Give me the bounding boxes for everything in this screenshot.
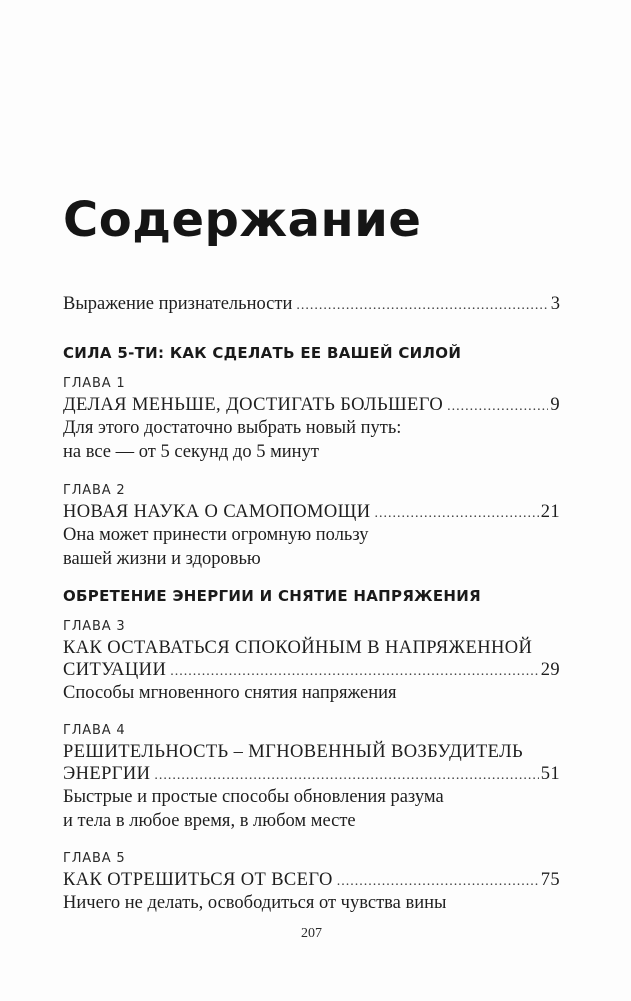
chapter-label: ГЛАВА 5: [63, 851, 126, 866]
toc-page-number: 75: [540, 870, 560, 890]
chapter-subtitle: Способы мгновенного снятия напряжения: [63, 683, 397, 703]
chapter-label: ГЛАВА 2: [63, 483, 126, 498]
toc-page-number: 21: [540, 502, 560, 522]
page-title: Содержание: [63, 192, 422, 248]
chapter-subtitle: и тела в любое время, в любом месте: [63, 811, 356, 831]
dot-leader: [374, 503, 538, 525]
page-number: 207: [301, 926, 322, 941]
chapter-label: ГЛАВА 1: [63, 376, 126, 391]
toc-entry-chapter-3[interactable]: [63, 659, 560, 683]
chapter-title: ДЕЛАЯ МЕНЬШЕ, ДОСТИГАТЬ БОЛЬШЕГО: [63, 395, 444, 415]
dot-leader: [296, 295, 548, 317]
section-heading: ОБРЕТЕНИЕ ЭНЕРГИИ И СНЯТИЕ НАПРЯЖЕНИЯ: [63, 587, 481, 605]
toc-entry-acknowledgements[interactable]: [63, 293, 560, 317]
chapter-title: КАК ОТРЕШИТЬСЯ ОТ ВСЕГО: [63, 870, 333, 890]
chapter-subtitle: на все — от 5 секунд до 5 минут: [63, 442, 319, 462]
chapter-title-continued: СИТУАЦИИ: [63, 660, 167, 680]
chapter-subtitle: Ничего не делать, освободиться от чувства вины: [63, 893, 447, 913]
toc-entry-chapter-5[interactable]: [63, 869, 560, 893]
toc-page-number: 3: [550, 294, 560, 314]
chapter-subtitle: Быстрые и простые способы обновления разума: [63, 787, 444, 807]
chapter-subtitle: Для этого достаточно выбрать новый путь:: [63, 418, 402, 438]
chapter-subtitle: вашей жизни и здоровью: [63, 549, 261, 569]
dot-leader: [170, 661, 538, 683]
section-heading: СИЛА 5-ТИ: КАК СДЕЛАТЬ ЕЕ ВАШЕЙ СИЛОЙ: [63, 344, 462, 362]
chapter-label: ГЛАВА 4: [63, 723, 126, 738]
toc-page-number: 51: [540, 764, 560, 784]
chapter-subtitle: Она может принести огромную пользу: [63, 525, 369, 545]
chapter-title: НОВАЯ НАУКА О САМОПОМОЩИ: [63, 502, 371, 522]
chapter-label: ГЛАВА 3: [63, 619, 126, 634]
chapter-title-continued: ЭНЕРГИИ: [63, 764, 151, 784]
toc-entry-chapter-2[interactable]: [63, 501, 560, 525]
dot-leader: [337, 871, 539, 893]
chapter-title[interactable]: РЕШИТЕЛЬНОСТЬ – МГНОВЕННЫЙ ВОЗБУДИТЕЛЬ: [63, 742, 524, 762]
dot-leader: [447, 396, 548, 418]
toc-entry-chapter-4[interactable]: [63, 763, 560, 787]
toc-page-number: 29: [540, 660, 560, 680]
toc-entry-text: Выражение признательности: [63, 294, 293, 314]
dot-leader: [154, 765, 538, 787]
chapter-title[interactable]: КАК ОСТАВАТЬСЯ СПОКОЙНЫМ В НАПРЯЖЕННОЙ: [63, 638, 533, 658]
toc-page-number: 9: [550, 395, 560, 415]
toc-entry-chapter-1[interactable]: [63, 394, 560, 418]
